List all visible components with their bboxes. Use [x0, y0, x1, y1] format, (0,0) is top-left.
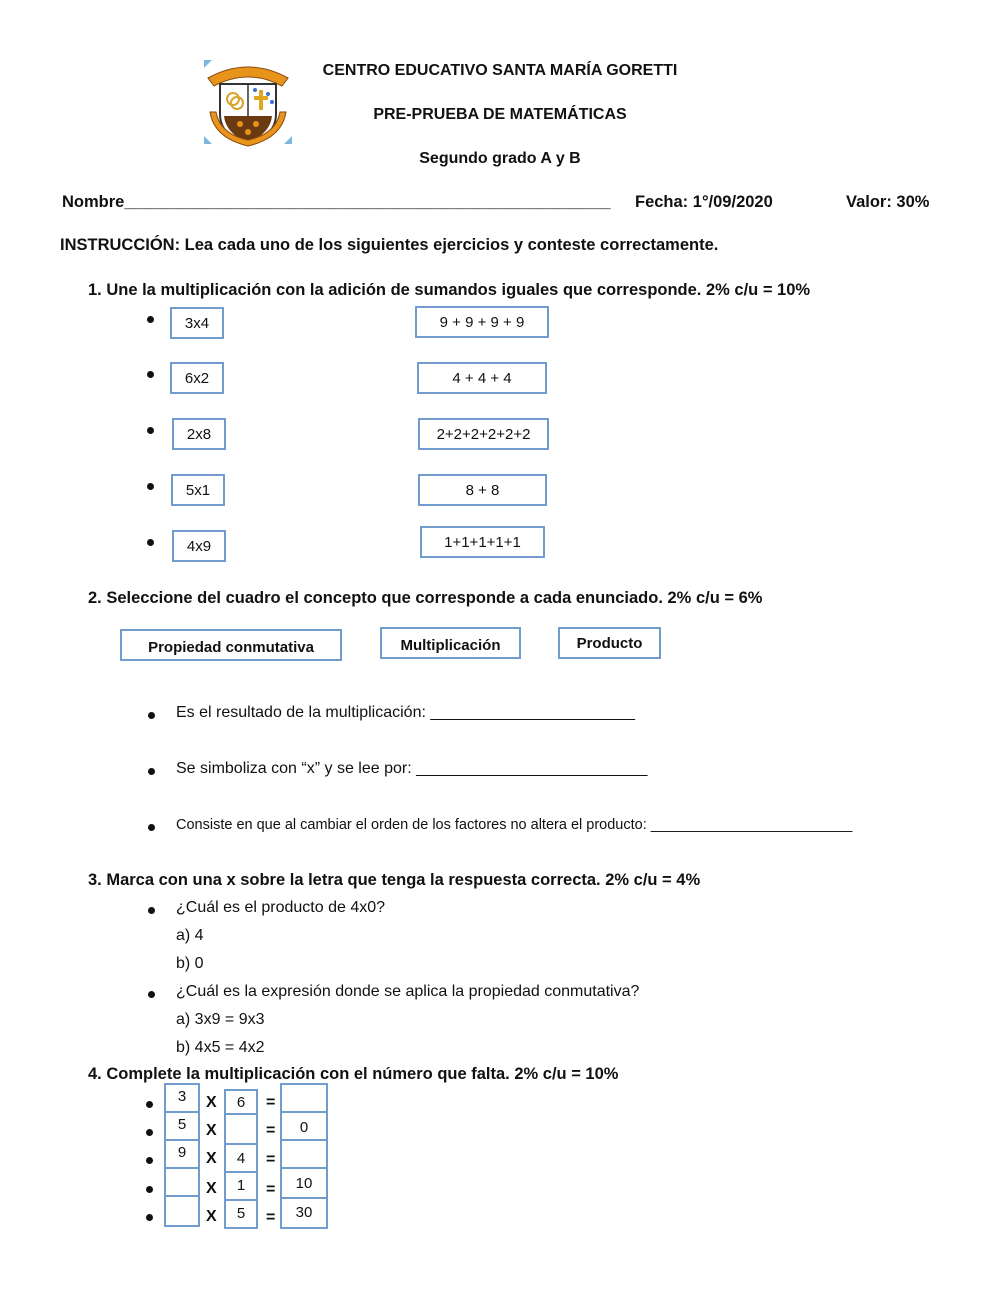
q3-q1-option-a[interactable]: a) 4: [176, 927, 204, 944]
q1-left-box-1[interactable]: 3x4: [170, 307, 224, 339]
times-symbol: X: [206, 1150, 217, 1167]
name-field[interactable]: Nombre_____________________________________________________: [62, 193, 611, 211]
statement-3[interactable]: Consiste en que al cambiar el orden de los factores no altera el producto: _________________________: [176, 817, 853, 833]
q1-right-box-2[interactable]: 4 + 4 + 4: [417, 362, 547, 394]
question-3-title: 3. Marca con una x sobre la letra que tenga la respuesta correcta. 2% c/u = 4%: [88, 871, 701, 889]
date-label: Fecha: 1°/09/2020: [635, 193, 773, 211]
q3-question-1: ¿Cuál es el producto de 4x0?: [176, 899, 386, 916]
bullet: [148, 768, 155, 775]
q1-left-box-4[interactable]: 5x1: [171, 474, 225, 506]
q3-q2-option-a[interactable]: a) 3x9 = 9x3: [176, 1011, 265, 1028]
statement-1[interactable]: Es el resultado de la multiplicación: _______________________: [176, 704, 636, 721]
q4-row2-factor-b[interactable]: [224, 1113, 258, 1145]
bullet: [148, 991, 155, 998]
q4-row1-product[interactable]: [280, 1083, 328, 1113]
q1-right-box-1[interactable]: 9 + 9 + 9 + 9: [415, 306, 549, 338]
bullet: [147, 427, 154, 434]
option-producto[interactable]: Producto: [558, 627, 661, 659]
q4-row1-factor-a[interactable]: 3: [164, 1083, 200, 1113]
q4-row4-factor-a[interactable]: [164, 1167, 200, 1197]
bullet: [148, 824, 155, 831]
q1-right-box-3[interactable]: 2+2+2+2+2+2: [418, 418, 549, 450]
q1-left-box-3[interactable]: 2x8: [172, 418, 226, 450]
q4-row2-product[interactable]: 0: [280, 1111, 328, 1141]
times-symbol: X: [206, 1180, 217, 1197]
q4-row4-product[interactable]: 10: [280, 1167, 328, 1199]
option-propiedad-conmutativa[interactable]: Propiedad conmutativa: [120, 629, 342, 661]
q4-row4-factor-b[interactable]: 1: [224, 1171, 258, 1201]
bullet: [146, 1214, 153, 1221]
q4-row5-factor-a[interactable]: [164, 1195, 200, 1227]
q3-q1-option-b[interactable]: b) 0: [176, 955, 204, 972]
q3-q2-option-b[interactable]: b) 4x5 = 4x2: [176, 1039, 265, 1056]
exam-title: PRE-PRUEBA DE MATEMÁTICAS: [373, 106, 627, 123]
equals-symbol: =: [266, 1122, 276, 1139]
question-2-title: 2. Seleccione del cuadro el concepto que corresponde a cada enunciado. 2% c/u = 6%: [88, 589, 763, 607]
equals-symbol: =: [266, 1151, 276, 1168]
option-multiplicacion[interactable]: Multiplicación: [380, 627, 521, 659]
q1-left-box-5[interactable]: 4x9: [172, 530, 226, 562]
bullet: [146, 1186, 153, 1193]
times-symbol: X: [206, 1208, 217, 1225]
q1-right-box-4[interactable]: 8 + 8: [418, 474, 547, 506]
q4-row2-factor-a[interactable]: 5: [164, 1111, 200, 1141]
equals-symbol: =: [266, 1209, 276, 1226]
statement-2[interactable]: Se simboliza con “x” y se lee por: __________________________: [176, 760, 648, 777]
bullet: [148, 712, 155, 719]
bullet: [147, 539, 154, 546]
value-label: Valor: 30%: [846, 193, 930, 211]
q1-right-box-5[interactable]: 1+1+1+1+1: [420, 526, 545, 558]
equals-symbol: =: [266, 1181, 276, 1198]
q1-left-box-2[interactable]: 6x2: [170, 362, 224, 394]
instruction: INSTRUCCIÓN: Lea cada uno de los siguientes ejercicios y conteste correctamente.: [60, 236, 719, 254]
times-symbol: X: [206, 1094, 217, 1111]
bullet: [146, 1157, 153, 1164]
equals-symbol: =: [266, 1094, 276, 1111]
q4-row3-product[interactable]: [280, 1139, 328, 1169]
q3-question-2: ¿Cuál es la expresión donde se aplica la propiedad conmutativa?: [176, 983, 640, 1000]
question-1-title: 1. Une la multiplicación con la adición de sumandos iguales que corresponde. 2% c/u = 10%: [88, 281, 811, 299]
bullet: [148, 907, 155, 914]
bullet: [147, 316, 154, 323]
q4-row3-factor-a[interactable]: 9: [164, 1139, 200, 1169]
grade-label: Segundo grado A y B: [419, 150, 581, 167]
q4-row3-factor-b[interactable]: 4: [224, 1143, 258, 1173]
q4-row1-factor-b[interactable]: 6: [224, 1089, 258, 1119]
times-symbol: X: [206, 1122, 217, 1139]
bullet: [147, 483, 154, 490]
question-4-title: 4. Complete la multiplicación con el número que falta. 2% c/u = 10%: [88, 1065, 619, 1083]
q4-row5-product[interactable]: 30: [280, 1197, 328, 1229]
q4-row5-factor-b[interactable]: 5: [224, 1199, 258, 1229]
bullet: [146, 1129, 153, 1136]
bullet: [146, 1101, 153, 1108]
bullet: [147, 371, 154, 378]
school-name: CENTRO EDUCATIVO SANTA MARÍA GORETTI: [322, 62, 678, 79]
